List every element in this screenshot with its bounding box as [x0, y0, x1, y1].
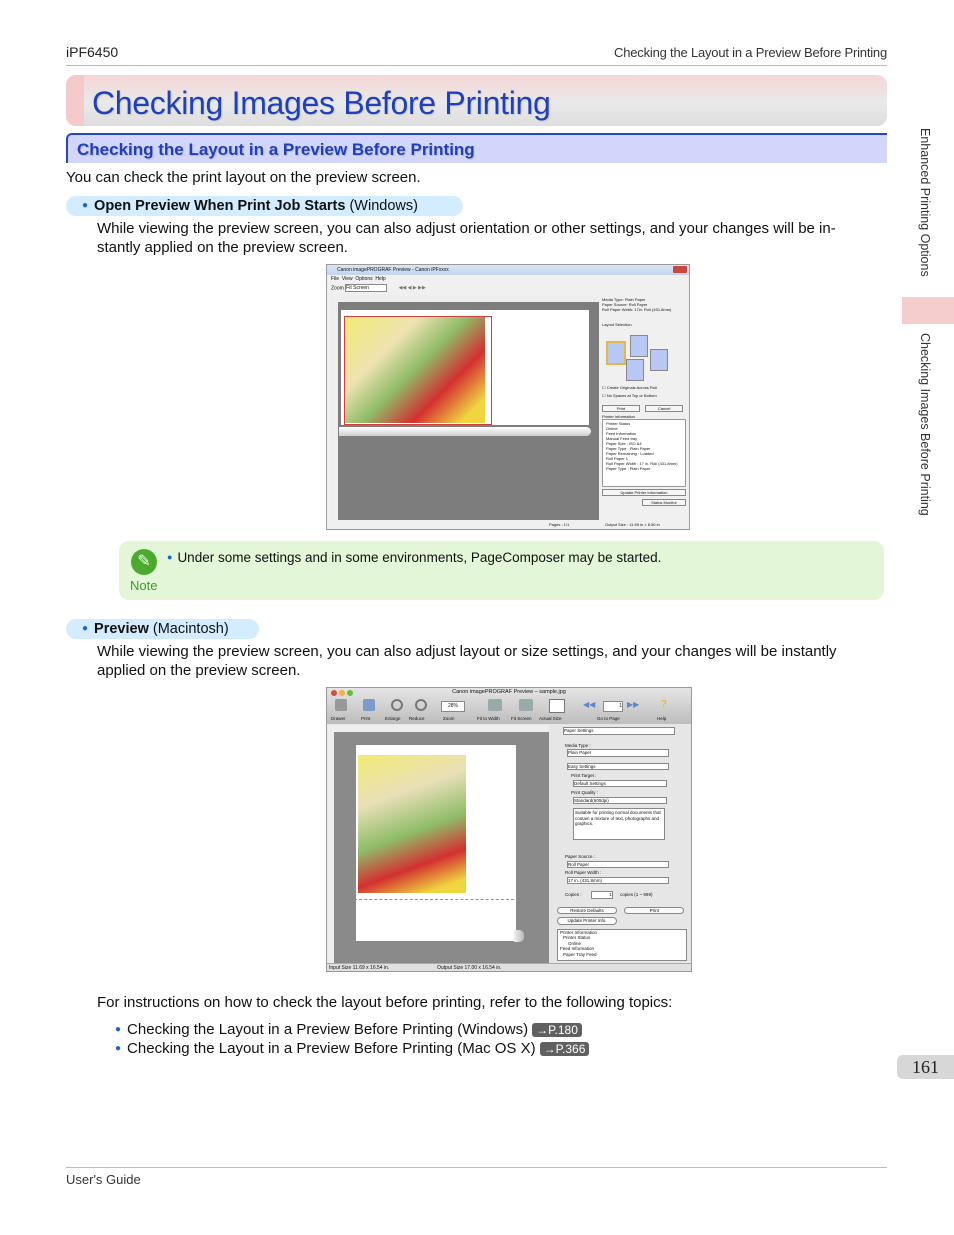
- section-heading: Checking the Layout in a Preview Before Printing: [77, 140, 475, 159]
- mac-description: While viewing the preview screen, you can also adjust layout or size settings, and your changes will be instantly applied on the preview screen.: [97, 643, 837, 679]
- bullet-icon: ●: [82, 200, 89, 211]
- footer-rule: [66, 1167, 887, 1168]
- bullet-icon: ●: [115, 1024, 122, 1035]
- header-model: iPF6450: [66, 44, 119, 60]
- note-box: [119, 541, 884, 600]
- vertical-ruler: [327, 725, 334, 963]
- layout-icons[interactable]: [602, 333, 686, 379]
- roll-paper-curl: [514, 930, 524, 942]
- paper-settings-select[interactable]: Paper Settings: [563, 727, 675, 735]
- mac-printer-info-box: Printer Information Printer Status Online Feed Information Paper Tray Feed: [557, 929, 687, 961]
- print-target-select[interactable]: Default Settings: [573, 780, 667, 788]
- link-text[interactable]: Checking the Layout in a Preview Before Printing (Windows): [127, 1021, 529, 1038]
- mac-status-bar: [327, 963, 691, 972]
- win-preview-area: [331, 295, 599, 520]
- mac-topic-label: ● Preview (Macintosh): [66, 619, 259, 639]
- instructions-text: For instructions on how to check the layout before printing, refer to the following topics:: [97, 994, 673, 1011]
- fit-screen-icon[interactable]: [519, 699, 533, 711]
- print-quality-select[interactable]: Standard(600dpi): [573, 797, 667, 805]
- bullet-icon: ●: [167, 552, 173, 562]
- win-pages-status: Pages : 1/1: [549, 522, 570, 527]
- pencil-icon: ✎: [131, 549, 157, 575]
- link-item[interactable]: [115, 1039, 589, 1060]
- windows-preview-screenshot: [326, 264, 690, 530]
- windows-description: While viewing the preview screen, you can also adjust orientation or other settings, and your changes will be in-stantly applied on the preview screen.: [97, 220, 836, 256]
- media-type-select[interactable]: Plain Paper: [567, 749, 669, 757]
- title-banner: [66, 75, 887, 126]
- note-label: Note: [130, 578, 158, 593]
- update-printer-info-button[interactable]: Update Printer Information: [602, 489, 686, 496]
- mac-print-button[interactable]: Print: [624, 907, 684, 915]
- copies-field[interactable]: 1: [591, 891, 613, 899]
- side-tab-checking[interactable]: Checking Images Before Printing: [918, 333, 932, 516]
- roll-paper-curl: [339, 427, 591, 436]
- windows-topic-label: ● Open Preview When Print Job Starts (Windows): [66, 196, 463, 216]
- side-tab-highlight: [902, 297, 954, 324]
- header-section: Checking the Layout in a Preview Before Printing: [614, 45, 887, 60]
- bullet-icon: ●: [82, 623, 89, 634]
- bullet-icon: ●: [115, 1043, 122, 1054]
- intro-text: You can check the print layout on the preview screen.: [66, 169, 421, 186]
- footer-text: User's Guide: [66, 1172, 141, 1187]
- option-create-originals[interactable]: ☐ Create Originals Across Roll: [602, 385, 657, 390]
- preview-image: [358, 755, 466, 893]
- mac-toolbar: Canon imagePROGRAF Preview – sample.jpg 28% ◀◀ 1 ▶▶ ? Drawer Print Enlarge Reduce Zoom Fit to Width Fit Screen Actual Size Go to Page Help: [327, 688, 691, 724]
- cancel-button[interactable]: Cancel: [645, 405, 683, 412]
- zoom-select[interactable]: Fit Screen: [345, 284, 387, 292]
- win-menu-bar: File View Options Help: [331, 276, 386, 282]
- win-toolbar: Zoom Fit Screen ◀◀ ◀ ▶ ▶▶: [331, 285, 426, 292]
- win-title-bar: Canon imagePROGRAF Preview - Canon iPFxxxx: [327, 265, 689, 275]
- horizontal-ruler: [331, 295, 599, 302]
- reduce-icon[interactable]: [415, 699, 427, 711]
- drawer-icon[interactable]: [335, 699, 347, 711]
- update-printer-info-button[interactable]: Update Printer Info.: [557, 917, 617, 925]
- output-size: Output Size 17.00 x 16.54 in.: [437, 965, 502, 971]
- roll-width-select[interactable]: 17 in. (431.8mm): [567, 877, 669, 885]
- page-ref-badge[interactable]: →P.366: [540, 1042, 590, 1056]
- note-text: ● Under some settings and in some environments, PageComposer may be started.: [167, 550, 662, 565]
- preview-image: [345, 317, 485, 423]
- mac-preview-area: [327, 725, 549, 963]
- paper-source-select[interactable]: Roll Paper: [567, 861, 669, 869]
- mac-window-title: Canon imagePROGRAF Preview – sample.jpg: [452, 689, 566, 695]
- prev-page-icon[interactable]: ◀◀: [583, 700, 596, 709]
- input-size: Input Size 11.69 x 16.54 in.: [329, 965, 390, 971]
- page-number: 161: [897, 1055, 954, 1079]
- page-title: Checking Images Before Printing: [92, 85, 551, 121]
- enlarge-icon[interactable]: [391, 699, 403, 711]
- vertical-ruler: [331, 295, 338, 520]
- option-no-spaces[interactable]: ☐ No Spaces at Top or Bottom: [602, 393, 657, 398]
- page-nav-icons[interactable]: ◀◀ ◀ ▶ ▶▶: [398, 285, 426, 292]
- zoom-field[interactable]: 28%: [441, 701, 465, 712]
- header-rule: [66, 65, 887, 66]
- easy-settings-select[interactable]: Easy Settings: [567, 763, 669, 771]
- next-page-icon[interactable]: ▶▶: [627, 700, 640, 709]
- quality-description: Suitable for printing normal documents that contain a mixture of text, photographs and graphics.: [573, 808, 665, 840]
- mac-preview-screenshot: [326, 687, 692, 972]
- cut-line: [349, 899, 519, 901]
- print-button[interactable]: Print: [602, 405, 640, 412]
- actual-size-icon[interactable]: [549, 699, 565, 713]
- page-ref-badge[interactable]: →P.180: [532, 1023, 582, 1037]
- section-banner: [66, 133, 887, 163]
- horizontal-ruler: [327, 725, 549, 732]
- close-icon[interactable]: [673, 266, 687, 273]
- copies-row: Copies : 1 copies (1 ~ 999): [565, 892, 653, 897]
- mac-settings-panel: Paper Settings Media Type : Plain Paper Easy Settings Print Target : Default Settings Print Quality : Standard(600dpi) Suitable for printing normal documents that contain a mixture of text, photographs and graphics. Paper Source : Roll Paper Roll Paper Width : 17 in. (431.8mm) Copies : 1 copies (1 ~ 999) Restore Defaults Print Update Printer Info. Printer Information Printer Status Online Feed Information Paper Tray Feed: [553, 725, 689, 963]
- win-settings-panel: Media Type: Plain Paper Paper Source: Roll Paper Roll Paper Width: 17in. Roll (431.8mm) Layout Selection ☐ Create Originals Across Roll ☐ No Spaces at Top or Bottom Print Cancel Printer Information Printer Status Online Feed Information Manual Feed tray Paper Size : ISO A4 Paper Type : Plain Paper Paper Remaining : Loaded Roll Paper 1 Roll Paper Width : 17 in. Roll (431.8mm) Paper Type : Plain Paper Update Printer Information Status Monitor: [602, 297, 686, 506]
- print-icon[interactable]: [363, 699, 375, 711]
- side-tab-enhanced[interactable]: Enhanced Printing Options: [918, 128, 932, 277]
- link-text[interactable]: Checking the Layout in a Preview Before Printing (Mac OS X): [127, 1040, 536, 1057]
- printer-info-box: Printer Status Online Feed Information Manual Feed tray Paper Size : ISO A4 Paper Type : Plain Paper Paper Remaining : Loaded Roll Paper 1 Roll Paper Width : 17 in. Roll (431.8mm) Paper Type : Plain Paper: [602, 419, 686, 487]
- link-item[interactable]: [115, 1020, 582, 1041]
- status-monitor-button[interactable]: Status Monitor: [642, 499, 686, 506]
- win-output-size: Output Size : 11.69 in × 8.50 in: [605, 522, 660, 527]
- restore-defaults-button[interactable]: Restore Defaults: [557, 907, 617, 915]
- help-icon[interactable]: ?: [661, 699, 667, 710]
- toolbar-icons: [331, 699, 681, 713]
- page-field[interactable]: 1: [603, 701, 623, 712]
- fit-width-icon[interactable]: [488, 699, 502, 711]
